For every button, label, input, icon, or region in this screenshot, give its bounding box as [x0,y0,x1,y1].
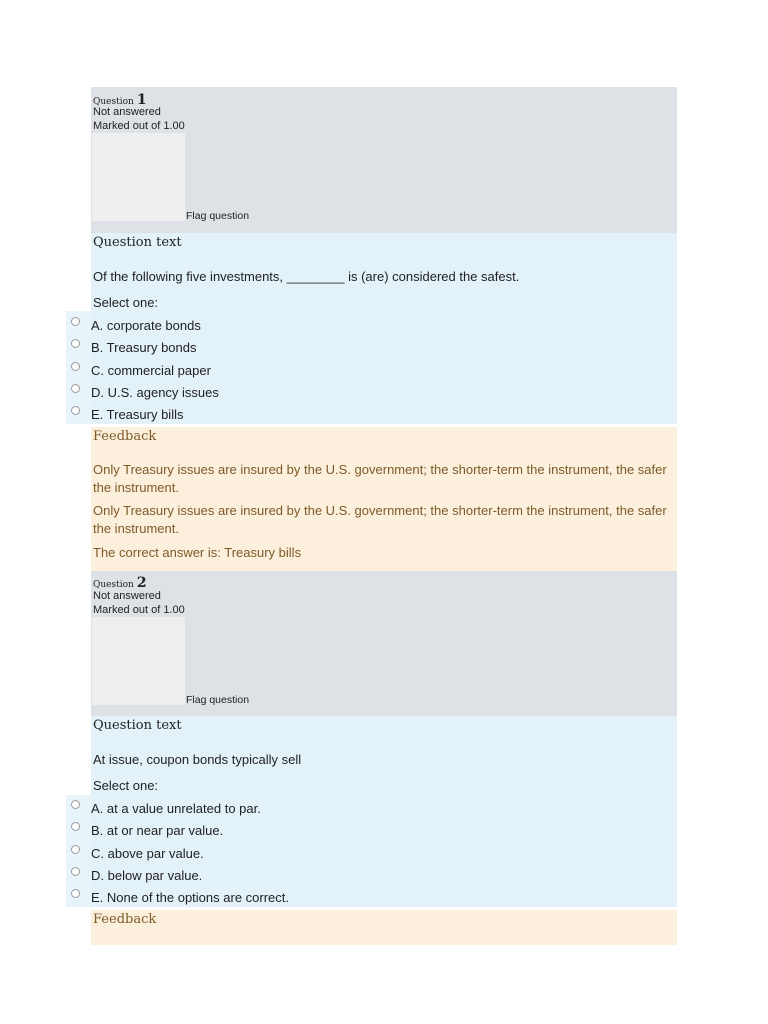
flag-icon[interactable] [92,617,185,705]
radio-button-icon[interactable] [71,867,80,876]
answer-option-a[interactable]: A. corporate bonds [91,318,201,333]
answer-option-e[interactable]: E. Treasury bills [91,407,184,422]
select-one-prompt: Select one: [93,295,159,310]
question-state: Not answered [93,106,161,118]
question-number-value: 1 [136,92,147,108]
radio-button-icon[interactable] [71,406,80,415]
question-stem: At issue, coupon bonds typically sell [93,752,302,767]
question-number-2 [93,575,147,591]
question-state: Not answered [93,590,161,602]
question-label: Question [93,97,134,107]
feedback-heading: Feedback [93,912,157,927]
flag-icon[interactable] [92,133,185,221]
question-info-1 [91,87,677,233]
answer-option-b[interactable]: B. Treasury bonds [91,340,197,355]
question-content-1 [91,233,677,424]
flag-question-link[interactable]: Flag question [186,694,250,706]
answer-option-e[interactable]: E. None of the options are correct. [91,890,289,905]
question-text-heading: Question text [93,718,182,733]
answer-option-a[interactable]: A. at a value unrelated to par. [91,801,261,816]
question-stem: Of the following five investments, ________ is (are) considered the safest. [93,269,520,284]
radio-button-icon[interactable] [71,362,80,371]
feedback-text: Only Treasury issues are insured by the U.S. government; the shorter-term the instrument, the safer the instrument. [93,503,667,536]
radio-button-icon[interactable] [71,845,80,854]
flag-question-link[interactable]: Flag question [186,210,250,222]
radio-button-icon[interactable] [71,384,80,393]
question-content-2 [91,716,677,907]
feedback-panel-1 [91,427,677,571]
select-one-prompt: Select one: [93,778,159,793]
radio-button-icon[interactable] [71,339,80,348]
radio-button-icon[interactable] [71,317,80,326]
question-info-2 [91,571,677,716]
question-number-value: 2 [136,575,147,591]
question-text-heading: Question text [93,235,182,250]
radio-button-icon[interactable] [71,889,80,898]
radio-button-icon[interactable] [71,800,80,809]
answer-option-d[interactable]: D. below par value. [91,868,203,883]
question-grade: Marked out of 1.00 [93,604,185,616]
feedback-heading: Feedback [93,429,157,444]
answer-option-c[interactable]: C. commercial paper [91,363,211,378]
answer-option-d[interactable]: D. U.S. agency issues [91,385,219,400]
radio-button-icon[interactable] [71,822,80,831]
answer-option-b[interactable]: B. at or near par value. [91,823,224,838]
question-grade: Marked out of 1.00 [93,120,185,132]
feedback-text: Only Treasury issues are insured by the U.S. government; the shorter-term the instrument, the safer the instrument. [93,462,667,495]
answer-option-c[interactable]: C. above par value. [91,846,204,861]
correct-answer-text: The correct answer is: Treasury bills [93,545,302,560]
feedback-panel-2 [91,910,677,945]
question-label: Question [93,580,134,590]
